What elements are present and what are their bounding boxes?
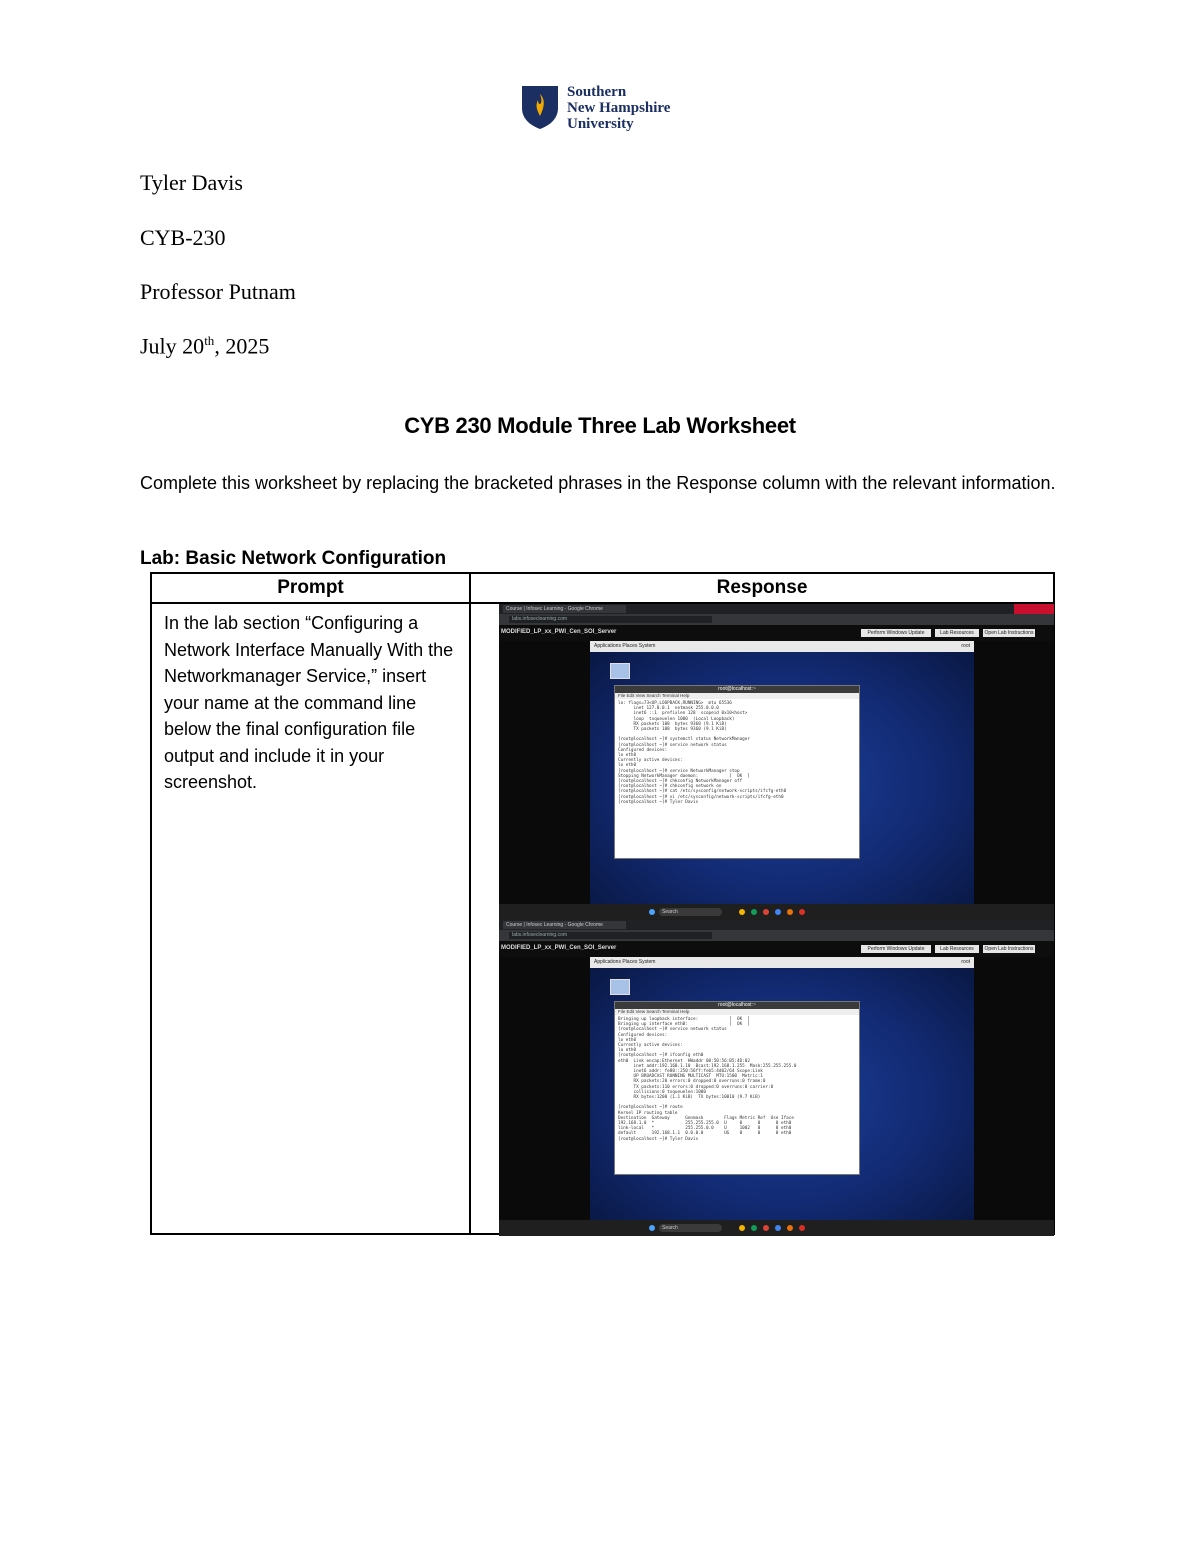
app-icon: [799, 1225, 805, 1231]
search-input: Search: [659, 1224, 722, 1232]
lab-resources-button: Lab Resources: [935, 629, 979, 637]
chrome-icon: [763, 1225, 769, 1231]
store-icon: [775, 909, 781, 915]
submission-date: [140, 333, 269, 359]
university-logo: [520, 84, 690, 132]
terminal-menu: File Edit View Search Terminal Help: [615, 1009, 859, 1015]
terminal-window: [614, 685, 860, 859]
response-cell: [470, 603, 1054, 1234]
computer-icon: [610, 979, 630, 995]
windows-update-button: Perform Windows Update: [861, 629, 931, 637]
vm-desktop: [590, 957, 974, 1236]
close-icon: [1014, 604, 1054, 614]
author-name: Tyler Davis: [140, 170, 243, 195]
address-bar: [499, 614, 1054, 625]
professor-name: Professor Putnam: [140, 279, 296, 304]
prompt-cell: In the lab section “Configuring a Network Interface Manually With the Networkmanager Service,” insert your name at the command line below the final configuration file output and include it in your screenshot.: [151, 603, 470, 1234]
terminal-menu: File Edit View Search Terminal Help: [615, 693, 859, 699]
windows-taskbar: [499, 1220, 1054, 1236]
worksheet-title: CYB 230 Module Three Lab Worksheet: [404, 413, 796, 438]
logo-line-2: New Hampshire: [567, 100, 671, 116]
lab-resources-button: Lab Resources: [935, 945, 979, 953]
start-icon: [649, 1225, 655, 1231]
course-code: CYB-230: [140, 225, 226, 250]
table-header-row: [151, 573, 1054, 603]
prompt-header: Prompt: [151, 573, 470, 603]
chrome-icon: [763, 909, 769, 915]
store-icon: [775, 1225, 781, 1231]
edge-icon: [751, 1225, 757, 1231]
browser-tab-bar: [499, 604, 1054, 614]
start-icon: [649, 909, 655, 915]
date-suffix: , 2025: [214, 333, 270, 359]
url-field: labs.infoseclearning.com: [509, 932, 712, 939]
lab-screenshot-1: [499, 604, 1054, 920]
lab-instructions-button: Open Lab Instructions: [984, 946, 1034, 952]
edge-icon: [751, 909, 757, 915]
lab-name: MODIFIED_LP_xx_PWI_Cen_SOI_Server: [501, 945, 617, 951]
gnome-top-panel: [590, 641, 974, 652]
worksheet-table: [150, 572, 1055, 1235]
computer-icon: [610, 663, 630, 679]
instructions-paragraph: Complete this worksheet by replacing the bracketed phrases in the Response column with the relevant information.: [140, 473, 1056, 493]
terminal-output: lo: flags=73<UP,LOOPBACK,RUNNING> mtu 65536 inet 127.0.0.1 netmask 255.0.0.0 inet6 ::1 prefixlen 128 scopeid 0x10<host> loop txqueuelen 1000 (Local Loopback) RX packets 108 bytes 9360 (9.1 KiB) TX packets 108 bytes 9360 (9.1 KiB) [root@localhost ~]# systemctl status NetworkManager [root@localhost ~]# service network status Configured devices: lo eth0 Currently active devices: lo eth0 [root@localhost ~]# service NetworkManager stop Stopping NetworkManager daemon: [ OK ] [root@localhost ~]# chkconfig NetworkManager off [root@localhost ~]# chkconfig network on [root@localhost ~]# cat /etc/sysconfig/network-scripts/ifcfg-eth0 [root@localhost ~]# vi /etc/sysconfig/network-scripts/ifcfg-eth0 [root@localhost ~]# Tyler Davis: [618, 701, 787, 805]
date-prefix: July 20: [140, 333, 205, 359]
gnome-menu: Applications Places System: [594, 959, 656, 965]
lab-name: MODIFIED_LP_xx_PWI_Cen_SOI_Server: [501, 629, 617, 635]
app-icon: [787, 909, 793, 915]
search-input: Search: [659, 908, 722, 916]
terminal-title: root@localhost:~: [615, 686, 859, 693]
logo-line-1: Southern: [567, 84, 627, 100]
app-icon: [799, 909, 805, 915]
gnome-menu: Applications Places System: [594, 643, 656, 649]
terminal-title: root@localhost:~: [615, 1002, 859, 1009]
address-bar: [499, 930, 1054, 941]
folder-icon: [739, 909, 745, 915]
lab-toolbar: [499, 941, 1054, 957]
windows-taskbar: [499, 904, 1054, 920]
gnome-user: root: [961, 959, 970, 965]
browser-tab: Course | Infosec Learning - Google Chrome: [503, 921, 626, 929]
gnome-user: root: [961, 643, 970, 649]
browser-tab: Course | Infosec Learning - Google Chrome: [503, 605, 626, 613]
url-field: labs.infoseclearning.com: [509, 616, 712, 623]
date-ordinal: th: [204, 333, 215, 348]
logo-wordmark: [567, 84, 670, 132]
windows-update-button: Perform Windows Update: [861, 945, 931, 953]
vm-desktop: [590, 641, 974, 920]
response-header: Response: [470, 573, 1054, 603]
lab-screenshot-2: [499, 920, 1054, 1236]
gnome-top-panel: [590, 957, 974, 968]
lab-instructions-button: Open Lab Instructions: [984, 630, 1034, 636]
shield-icon: [520, 84, 560, 130]
terminal-output: Bringing up loopback interface: [ OK ] Bringing up interface eth0: [ OK ] [root@localhost ~]# service network status Configured devices: lo eth0 Currently active devices: lo eth0 [root@localhost ~]# ifconfig eth0 eth0 Link encap:Ethernet HWaddr 00:50:56:B5:4D:02 inet addr:192.168.1.10 Bcast:192.168.1.255 Mask:255.255.255.0 inet6 addr: fe80::250:56ff:feb5:4d02/64 Scope:Link UP BROADCAST RUNNING MULTICAST MTU:1500 Metric:1 RX packets:20 errors:0 dropped:0 overruns:0 frame:0 TX packets:110 errors:0 dropped:0 overruns:0 carrier:0 collisions:0 txqueuelen:1000 RX bytes:1200 (1.1 KiB) TX bytes:10010 (9.7 KiB) [root@localhost ~]# route Kernel IP routing table Destination Gateway Genmask Flags Metric Ref Use Iface 192.168.1.0 * 255.255.255.0 U 0 0 0 eth0 link-local * 255.255.0.0 U 1002 0 0 eth0 default 192.168.1.1 0.0.0.0 UG 0 0 0 eth0 [root@localhost ~]# Tyler Davis: [618, 1017, 797, 1142]
lab-toolbar: [499, 625, 1054, 641]
browser-tab-bar: [499, 920, 1054, 930]
folder-icon: [739, 1225, 745, 1231]
app-icon: [787, 1225, 793, 1231]
table-row: [151, 603, 1054, 1234]
terminal-window: [614, 1001, 860, 1175]
logo-line-3: University: [567, 116, 634, 132]
lab-heading: Lab: Basic Network Configuration: [140, 548, 447, 569]
